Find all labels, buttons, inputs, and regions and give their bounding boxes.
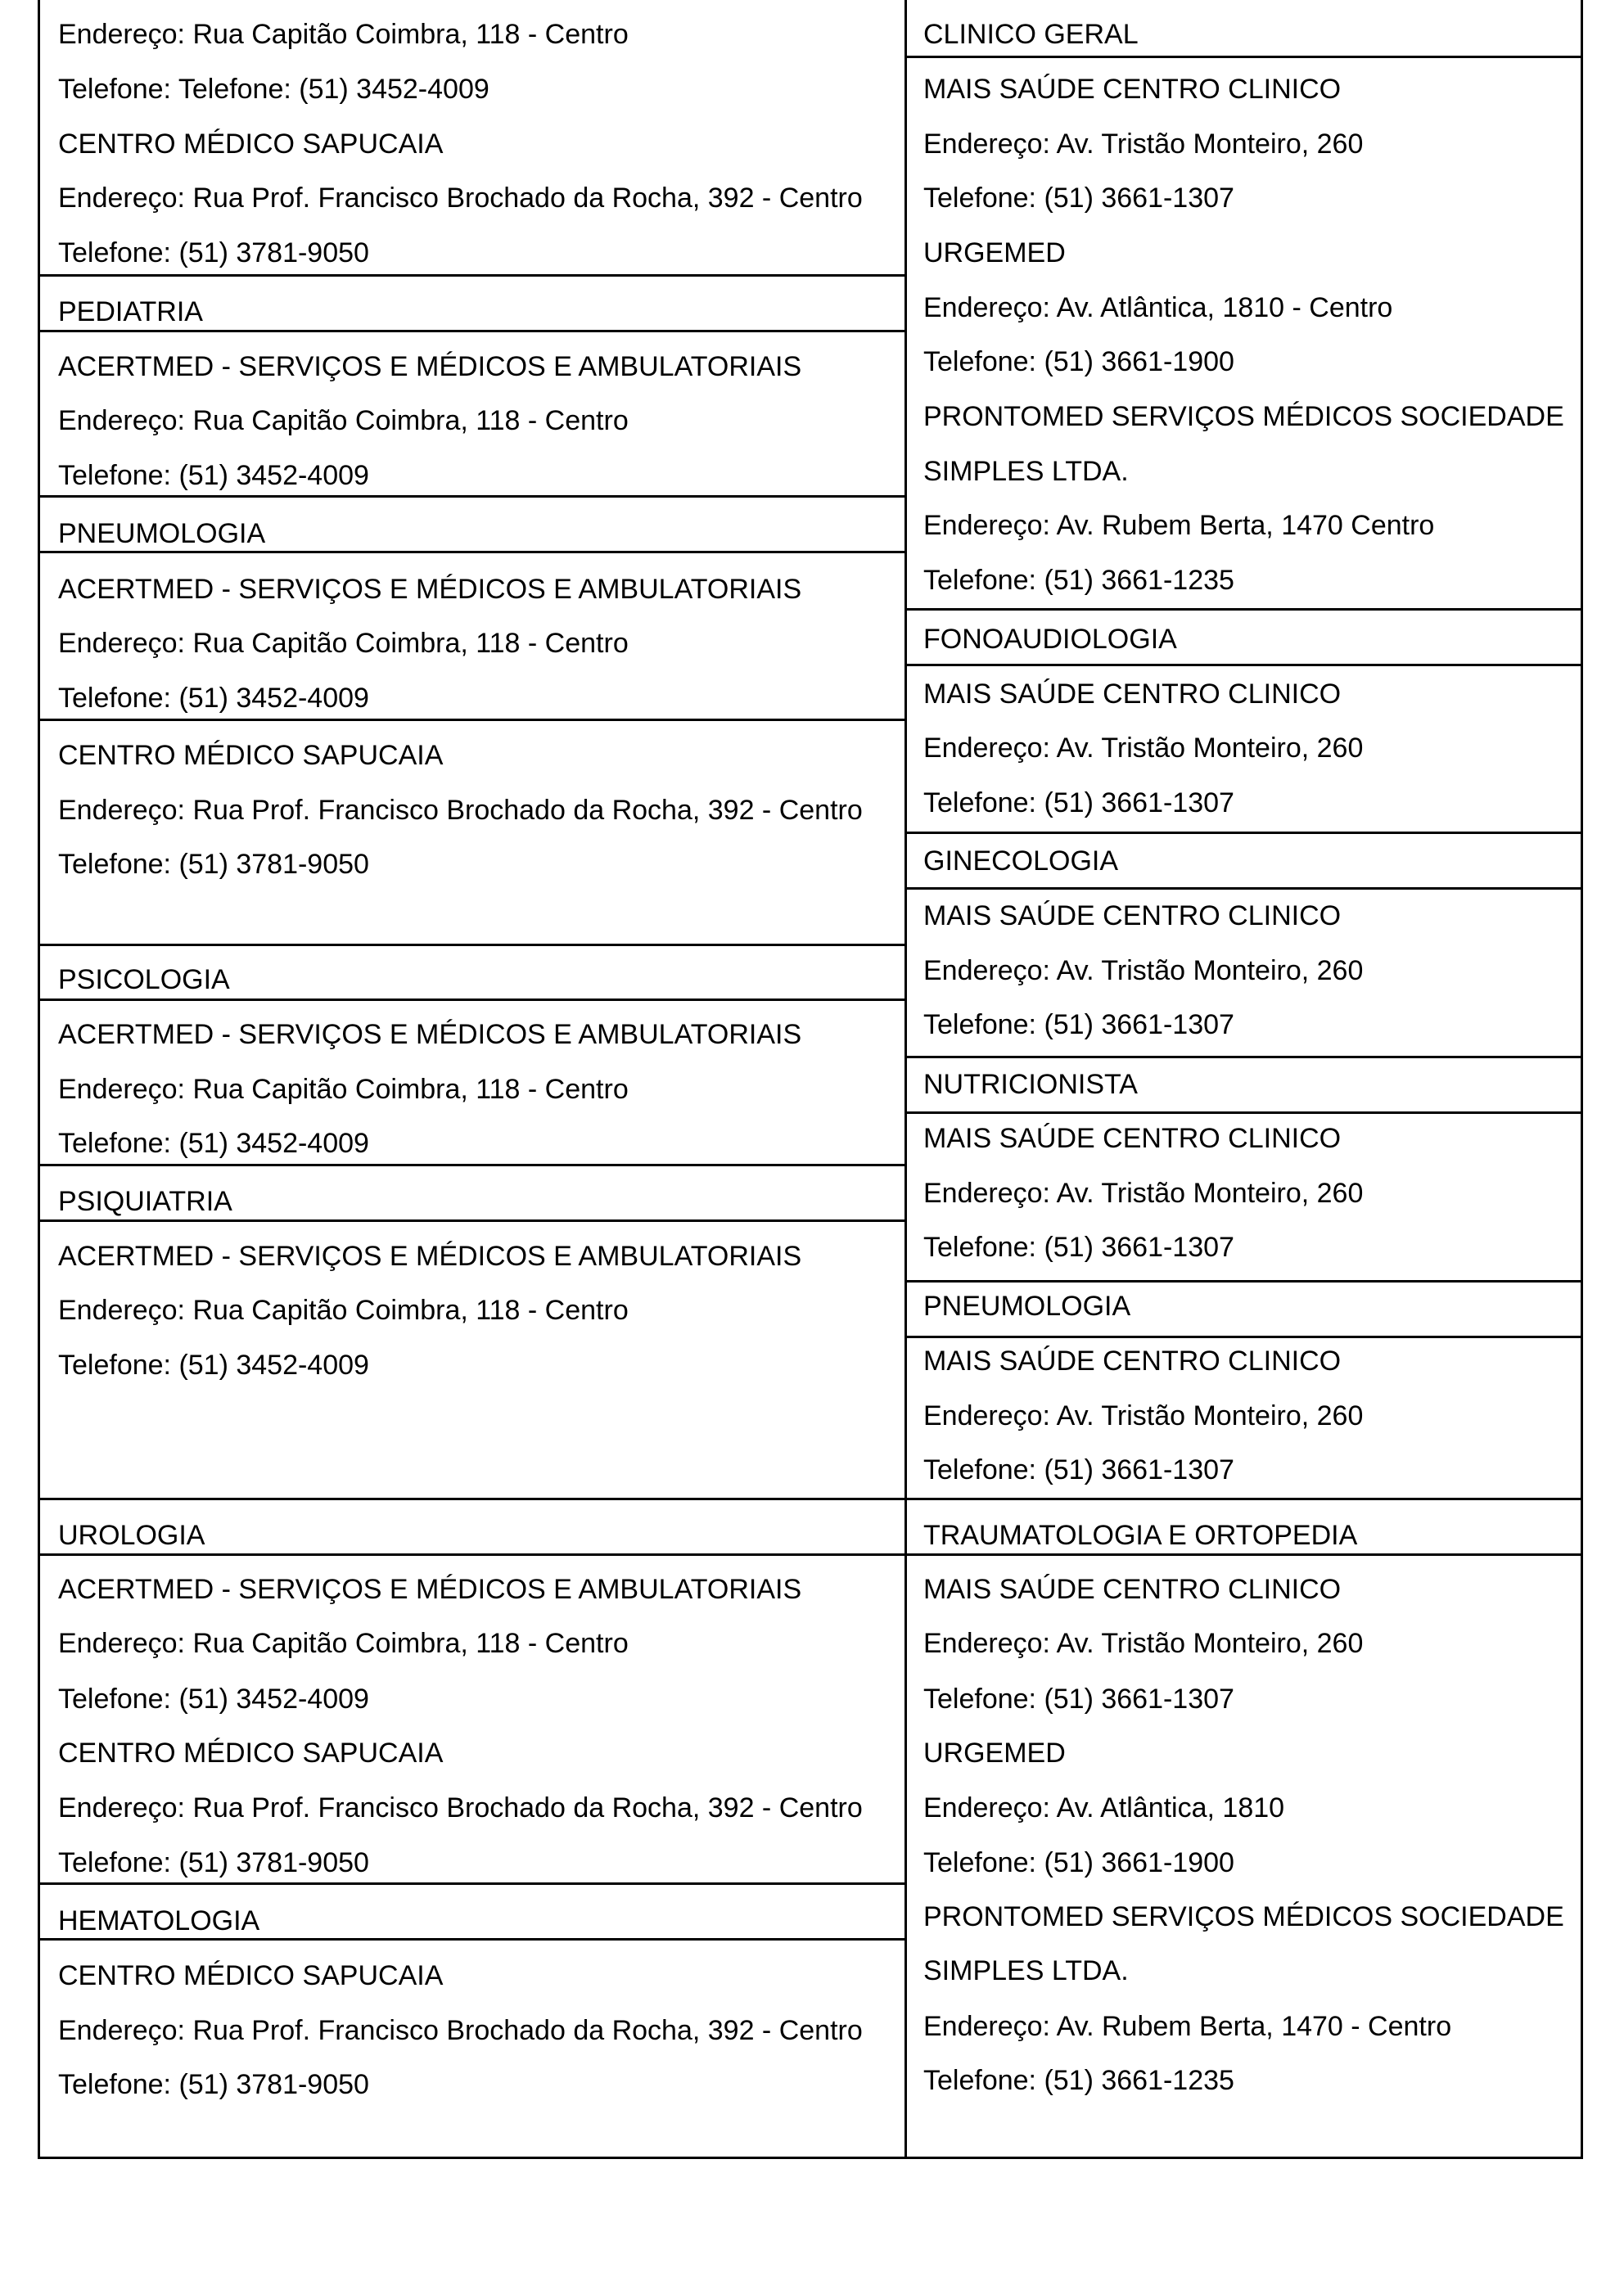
right-row-separator (905, 664, 1583, 666)
right-entry-line: PRONTOMED SERVIÇOS MÉDICOS SOCIEDADE (923, 1901, 1564, 1932)
left-entry-line: ACERTMED - SERVIÇOS E MÉDICOS E AMBULATORIAIS (58, 351, 802, 382)
right-entry-line: Telefone: (51) 3661-1235 (923, 565, 1234, 596)
left-row-separator (40, 719, 906, 721)
right-row-separator (905, 832, 1583, 834)
right-entry-line: MAIS SAÚDE CENTRO CLINICO (923, 900, 1342, 931)
clinic-directory-table (38, 0, 1583, 2159)
left-entry-line: Endereço: Rua Prof. Francisco Brochado da Rocha, 392 - Centro (58, 795, 863, 826)
left-entry-line: Endereço: Rua Prof. Francisco Brochado da Rocha, 392 - Centro (58, 183, 863, 214)
left-row-separator (40, 1164, 906, 1166)
right-entry-line: Endereço: Av. Tristão Monteiro, 260 (923, 1178, 1364, 1209)
left-entry-line: CENTRO MÉDICO SAPUCAIA (58, 740, 444, 771)
right-row-separator (905, 56, 1583, 58)
right-entry-line: MAIS SAÚDE CENTRO CLINICO (923, 1346, 1342, 1377)
left-entry-line: CENTRO MÉDICO SAPUCAIA (58, 1738, 444, 1769)
left-entry-line: Telefone: (51) 3452-4009 (58, 683, 369, 714)
right-section-heading: NUTRICIONISTA (923, 1069, 1138, 1100)
right-entry-line: Telefone: (51) 3661-1307 (923, 1684, 1234, 1715)
right-entry-line: Endereço: Av. Atlântica, 1810 - Centro (923, 292, 1393, 323)
left-entry-line: Endereço: Rua Prof. Francisco Brochado da Rocha, 392 - Centro (58, 2015, 863, 2046)
right-entry-line: Telefone: (51) 3661-1900 (923, 1847, 1234, 1878)
left-entry-line: Telefone: (51) 3452-4009 (58, 1684, 369, 1715)
right-section-heading: CLINICO GERAL (923, 19, 1139, 50)
left-entry-line: Telefone: (51) 3781-9050 (58, 2069, 369, 2100)
right-entry-line: Telefone: (51) 3661-1235 (923, 2065, 1234, 2096)
left-row-separator (40, 944, 906, 946)
left-row-separator (40, 1553, 906, 1556)
right-entry-line: Telefone: (51) 3661-1307 (923, 1454, 1234, 1485)
left-entry-line: Endereço: Rua Capitão Coimbra, 118 - Centro (58, 1628, 629, 1659)
right-entry-line: Endereço: Av. Rubem Berta, 1470 - Centro (923, 2011, 1452, 2042)
right-entry-line: Telefone: (51) 3661-1900 (923, 346, 1234, 377)
left-entry-line: Telefone: (51) 3452-4009 (58, 460, 369, 491)
right-entry-line: Telefone: (51) 3661-1307 (923, 183, 1234, 214)
right-entry-line: Endereço: Av. Tristão Monteiro, 260 (923, 1628, 1364, 1659)
right-row-separator (905, 887, 1583, 890)
right-section-heading: FONOAUDIOLOGIA (923, 624, 1177, 655)
right-entry-line: SIMPLES LTDA. (923, 456, 1129, 487)
left-entry-line: Endereço: Rua Prof. Francisco Brochado da Rocha, 392 - Centro (58, 1792, 863, 1823)
right-entry-line: URGEMED (923, 1738, 1066, 1769)
left-row-separator (40, 274, 906, 277)
right-entry-line: Endereço: Av. Rubem Berta, 1470 Centro (923, 510, 1435, 541)
right-entry-line: MAIS SAÚDE CENTRO CLINICO (923, 1574, 1342, 1605)
right-entry-line: Telefone: (51) 3661-1307 (923, 1232, 1234, 1263)
right-section-heading: PNEUMOLOGIA (923, 1291, 1131, 1322)
right-entry-line: MAIS SAÚDE CENTRO CLINICO (923, 74, 1342, 105)
left-section-heading: PSICOLOGIA (58, 964, 230, 995)
left-entry-line: ACERTMED - SERVIÇOS E MÉDICOS E AMBULATORIAIS (58, 1019, 802, 1050)
left-entry-line: Endereço: Rua Capitão Coimbra, 118 - Centro (58, 405, 629, 436)
right-entry-line: SIMPLES LTDA. (923, 1955, 1129, 1986)
left-row-separator (40, 1219, 906, 1222)
right-entry-line: Telefone: (51) 3661-1307 (923, 787, 1234, 818)
left-entry-line: Telefone: (51) 3452-4009 (58, 1128, 369, 1159)
right-row-separator (905, 1336, 1583, 1338)
left-row-separator (40, 1498, 906, 1500)
right-entry-line: Endereço: Av. Tristão Monteiro, 260 (923, 128, 1364, 160)
right-entry-line: PRONTOMED SERVIÇOS MÉDICOS SOCIEDADE (923, 401, 1564, 432)
left-entry-line: Endereço: Rua Capitão Coimbra, 118 - Centro (58, 19, 629, 50)
left-entry-line: Telefone: (51) 3781-9050 (58, 237, 369, 268)
left-entry-line: Endereço: Rua Capitão Coimbra, 118 - Centro (58, 1074, 629, 1105)
left-entry-line: ACERTMED - SERVIÇOS E MÉDICOS E AMBULATORIAIS (58, 1574, 802, 1605)
left-entry-line: ACERTMED - SERVIÇOS E MÉDICOS E AMBULATORIAIS (58, 574, 802, 605)
left-entry-line: Endereço: Rua Capitão Coimbra, 118 - Centro (58, 628, 629, 659)
left-row-separator (40, 999, 906, 1001)
right-row-separator (905, 1553, 1583, 1556)
left-section-heading: UROLOGIA (58, 1520, 205, 1551)
left-entry-line: Telefone: (51) 3781-9050 (58, 1847, 369, 1878)
right-section-heading: TRAUMATOLOGIA E ORTOPEDIA (923, 1520, 1358, 1551)
right-entry-line: Endereço: Av. Tristão Monteiro, 260 (923, 733, 1364, 764)
left-section-heading: HEMATOLOGIA (58, 1905, 260, 1936)
right-row-separator (905, 1111, 1583, 1114)
left-entry-line: Endereço: Rua Capitão Coimbra, 118 - Centro (58, 1295, 629, 1326)
left-entry-line: Telefone: (51) 3781-9050 (58, 849, 369, 880)
right-entry-line: Telefone: (51) 3661-1307 (923, 1009, 1234, 1040)
left-section-heading: PEDIATRIA (58, 296, 203, 327)
right-entry-line: Endereço: Av. Tristão Monteiro, 260 (923, 955, 1364, 986)
left-row-separator (40, 1882, 906, 1885)
right-row-separator (905, 608, 1583, 611)
right-row-separator (905, 1498, 1583, 1500)
right-section-heading: GINECOLOGIA (923, 845, 1119, 877)
right-entry-line: MAIS SAÚDE CENTRO CLINICO (923, 678, 1342, 710)
right-entry-line: MAIS SAÚDE CENTRO CLINICO (923, 1123, 1342, 1154)
left-entry-line: Telefone: Telefone: (51) 3452-4009 (58, 74, 489, 105)
left-section-heading: PSIQUIATRIA (58, 1186, 232, 1217)
left-section-heading: PNEUMOLOGIA (58, 518, 266, 549)
right-entry-line: URGEMED (923, 237, 1066, 268)
left-row-separator (40, 495, 906, 498)
left-entry-line: ACERTMED - SERVIÇOS E MÉDICOS E AMBULATORIAIS (58, 1241, 802, 1272)
left-entry-line: CENTRO MÉDICO SAPUCAIA (58, 1960, 444, 1991)
right-row-separator (905, 1056, 1583, 1058)
column-divider (904, 0, 907, 2159)
left-row-separator (40, 551, 906, 553)
left-row-separator (40, 1938, 906, 1941)
left-entry-line: Telefone: (51) 3452-4009 (58, 1350, 369, 1381)
left-entry-line: CENTRO MÉDICO SAPUCAIA (58, 128, 444, 160)
right-row-separator (905, 1280, 1583, 1283)
right-entry-line: Endereço: Av. Atlântica, 1810 (923, 1792, 1285, 1823)
left-row-separator (40, 330, 906, 332)
right-entry-line: Endereço: Av. Tristão Monteiro, 260 (923, 1400, 1364, 1431)
